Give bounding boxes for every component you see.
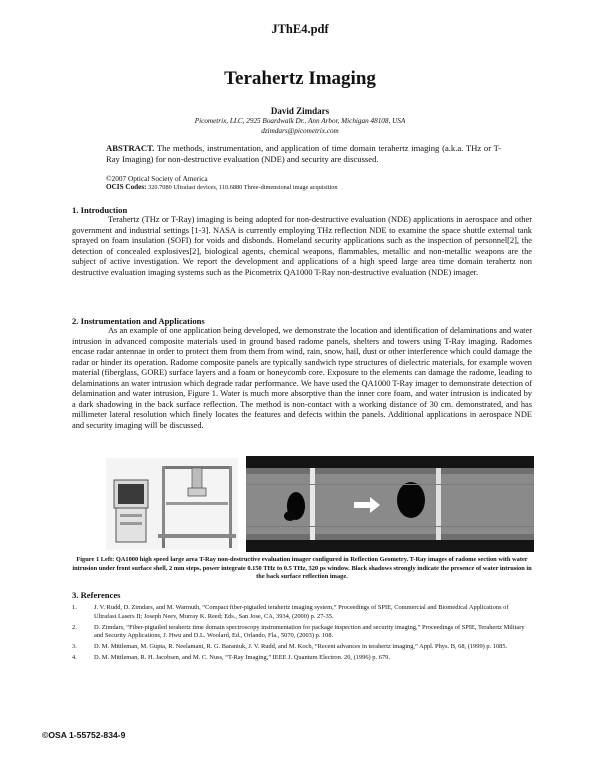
abstract <box>106 143 501 164</box>
section-body-introduction <box>72 215 532 278</box>
paragraph: Terahertz (THz or T-Ray) imaging is being adopted for non-destructive evaluation (NDE) applications in aerospace and other government and industrial settings [1-3]. NASA is currently employing THz reflection NDE to examine the space shuttle external tank sprayed on foam insulation (SOFI) for voids and disbonds. Homeland security applications such as the inspection of personnel[2], the detection of concealed explosives[2], biological agents, chemical weapons, flammables, metallic and non-metallic weapons are the subject of active investigation. We report the development and applications of a high speed large area time domain terahertz non destructive evaluation imaging systems such as the Picometrix QA1000 T-Ray non-destructive evaluation (NDE) imager. <box>72 215 532 277</box>
author-email: dzimdars@picometrix.com <box>261 127 339 135</box>
pdf-filename: JThE4.pdf <box>271 22 329 36</box>
author-affiliation: Picometrix, LLC, 2925 Boardwalk Dr., Ann Arbor, Michigan 48108, USA <box>194 117 406 125</box>
section-heading-references: 3. References <box>72 590 121 600</box>
ocis-text: 320.7080 Ultrafast devices, 110.6880 Three-dimensional image acquisition <box>148 184 338 191</box>
section-heading-introduction: 1. Introduction <box>72 205 128 215</box>
reference-number: 1. <box>72 604 77 611</box>
thz-radome-image <box>246 456 534 552</box>
ocis-codes <box>106 183 526 192</box>
reference-list <box>72 604 532 666</box>
reference-number: 2. <box>72 623 77 631</box>
reference-number: 4. <box>72 654 77 662</box>
reference-item <box>72 643 532 652</box>
reference-item <box>72 604 532 621</box>
reference-text: D. M. Mittleman, R. H. Jacobsen, and M. C. Nuss, “T-Ray Imaging,” IEEE J. Quantum Electron. 20, (1996) p. 679. <box>94 654 390 662</box>
paper-title: Terahertz Imaging <box>224 68 376 89</box>
paragraph: As an example of one application being developed, we demonstrate the location and identification of delaminations and water intrusion in advanced composite materials used in ground based radome panels, shelters and towers using T-Ray imaging. Radomes encase radar antennae in order to protect them from them from wind, rain, snow, hail, dust or other interference which could damage the radar or hinder its operation. Radome composite panels are typically sandwich type structures of dielectric materials, for example woven material (fiberglass, GORE) surface layers and a foam or honeycomb core. Exposure to the elements can damage the radome, leading to delaminations an water intrusion which degrade radar performance. We have used the QA1000 T-Ray imager to demonstrate detection of delamination and water intrusion, Figure 1. Water is much more absorptive than the inner core foam, and water intrusion is indicated by a dark shadowing in the back surface reflection. The method is non-contact with a working distance of 30 cm. demonstrated, and has millimeter lateral resolution which finely locates the features and defects within the panels. Additional applications in aerospace NDE and security imaging will be discussed. <box>72 326 532 430</box>
abstract-text: The methods, instrumentation, and application of time domain terahertz imaging (a.k.a. THz or T-Ray Imaging) for non-destructive evaluation (NDE) and security are discussed. <box>106 143 501 164</box>
abstract-label: ABSTRACT. <box>106 143 155 153</box>
section-heading-instrumentation: 2. Instrumentation and Applications <box>72 316 205 326</box>
reference-text: J. V. Rudd, D. Zimdars, and M. Warmuth, “Compact fiber-pigtailed terahertz imaging system,” Proceedings of SPIE, Commercial and Biomedical Applications of Ultrafast Lasers II; Joseph Neev, Murray K. Reed; Eds., San Jose, CA, 3934, (2000) p. 27-35. <box>94 604 509 620</box>
reference-text: D. M. Mittleman, M. Gupta, R. Neelamani, R. G. Baraniuk, J. V. Rudd, and M. Koch, “Recent advances in terahertz imaging,” Appl. Phys. B, 68, (1999) p. 1085. <box>94 643 508 651</box>
reference-item <box>72 654 532 663</box>
reference-item <box>72 624 532 641</box>
reference-text: D. Zimdars, “Fiber-pigtailed terahertz time domain spectroscopy instrumentation for package inspection and security imaging,” Proceedings of SPIE, Terahertz Military and Security Applications, J. Hwu and D.L. Woolard, Ed., Orlando, Fla., 5070, (2003) p. 108. <box>94 623 525 640</box>
copyright-notice: ©2007 Optical Society of America <box>106 174 208 183</box>
figure-1 <box>106 456 534 552</box>
author-name: David Zimdars <box>270 106 330 116</box>
figure-caption: Figure 1 Left: QA1000 high speed large area T-Ray non-destructive evaluation imager configured in Reflection Geometry. T-Ray images of radome section with water intrusion under front surface shell, 2 mm steps, power integrate 0.150 THz to 0.5 THz, 320 ps window. Black shadows strongly indicate the presence of water intrusion in the back surface reflection image. <box>72 556 532 581</box>
ocis-label: OCIS Codes: <box>106 183 147 191</box>
footer-isbn: ©OSA 1-55752-834-9 <box>42 730 126 740</box>
imager-photo <box>106 458 238 550</box>
reference-number: 3. <box>72 643 77 651</box>
section-body-instrumentation <box>72 326 532 431</box>
